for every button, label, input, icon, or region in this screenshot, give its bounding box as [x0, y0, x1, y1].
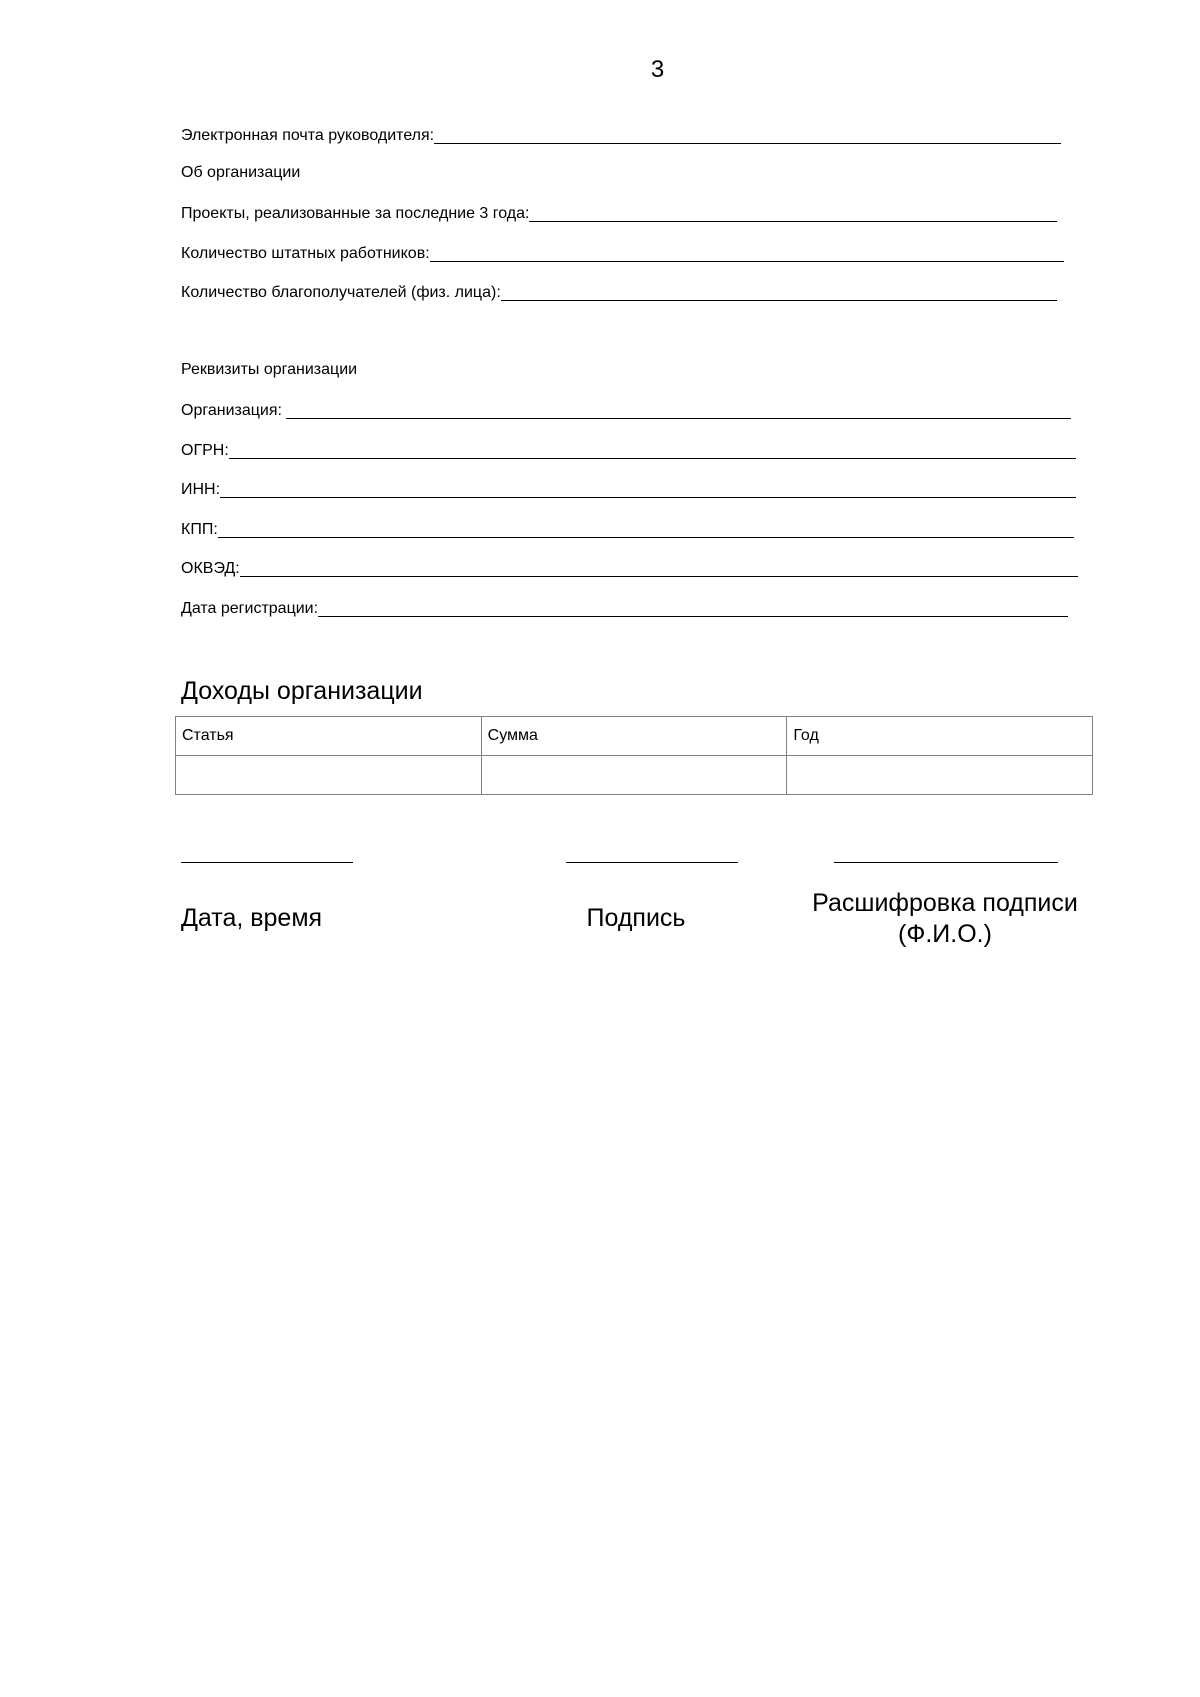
requisites-heading: Реквизиты организации	[181, 361, 358, 378]
registration-date-field[interactable]	[181, 597, 1068, 619]
income-table	[175, 716, 1093, 795]
column-header-year: Год	[787, 717, 1093, 756]
okved-label: ОКВЭД:	[181, 560, 240, 577]
organization-line[interactable]	[286, 418, 1071, 419]
ogrn-label: ОГРН:	[181, 442, 229, 459]
cell-year[interactable]	[787, 756, 1093, 795]
date-signature-line[interactable]	[181, 862, 353, 863]
projects-label: Проекты, реализованные за последние 3 года:	[181, 205, 530, 222]
beneficiaries-line[interactable]	[501, 300, 1057, 301]
registration-date-label: Дата регистрации:	[181, 600, 319, 617]
kpp-line[interactable]	[218, 537, 1074, 538]
registration-date-line[interactable]	[318, 616, 1068, 617]
beneficiaries-label: Количество благополучателей (физ. лица):	[181, 284, 501, 301]
date-time-label: Дата, время	[181, 904, 323, 932]
column-header-article: Статья	[176, 717, 482, 756]
staff-count-label: Количество штатных работников:	[181, 245, 430, 262]
organization-label: Организация:	[181, 402, 287, 419]
column-header-amount: Сумма	[481, 717, 787, 756]
full-name-label: (Ф.И.О.)	[898, 920, 992, 948]
ogrn-field[interactable]	[181, 439, 1076, 461]
beneficiaries-field[interactable]	[181, 281, 1057, 303]
table-header-row	[176, 717, 1093, 756]
signature-decode-label: Расшифровка подписи	[812, 889, 1078, 917]
okved-line[interactable]	[240, 576, 1078, 577]
page-number: 3	[650, 56, 665, 83]
manager-email-field[interactable]	[181, 124, 1061, 146]
signature-line[interactable]	[566, 862, 738, 863]
staff-count-field[interactable]	[181, 242, 1064, 264]
projects-line[interactable]	[529, 221, 1057, 222]
inn-field[interactable]	[181, 478, 1076, 500]
signature-label: Подпись	[586, 904, 686, 932]
income-title: Доходы организации	[181, 677, 423, 705]
ogrn-line[interactable]	[229, 458, 1076, 459]
manager-email-line[interactable]	[434, 143, 1061, 144]
staff-count-line[interactable]	[430, 261, 1064, 262]
okved-field[interactable]	[181, 557, 1078, 579]
name-signature-line[interactable]	[834, 862, 1058, 863]
manager-email-label: Электронная почта руководителя:	[181, 127, 435, 144]
kpp-field[interactable]	[181, 518, 1074, 540]
projects-field[interactable]	[181, 202, 1057, 224]
inn-label: ИНН:	[181, 481, 221, 498]
kpp-label: КПП:	[181, 521, 218, 538]
organization-field[interactable]	[181, 399, 1071, 421]
cell-amount[interactable]	[481, 756, 787, 795]
about-heading: Об организации	[181, 164, 301, 181]
inn-line[interactable]	[220, 497, 1076, 498]
cell-article[interactable]	[176, 756, 482, 795]
table-row	[176, 756, 1093, 795]
